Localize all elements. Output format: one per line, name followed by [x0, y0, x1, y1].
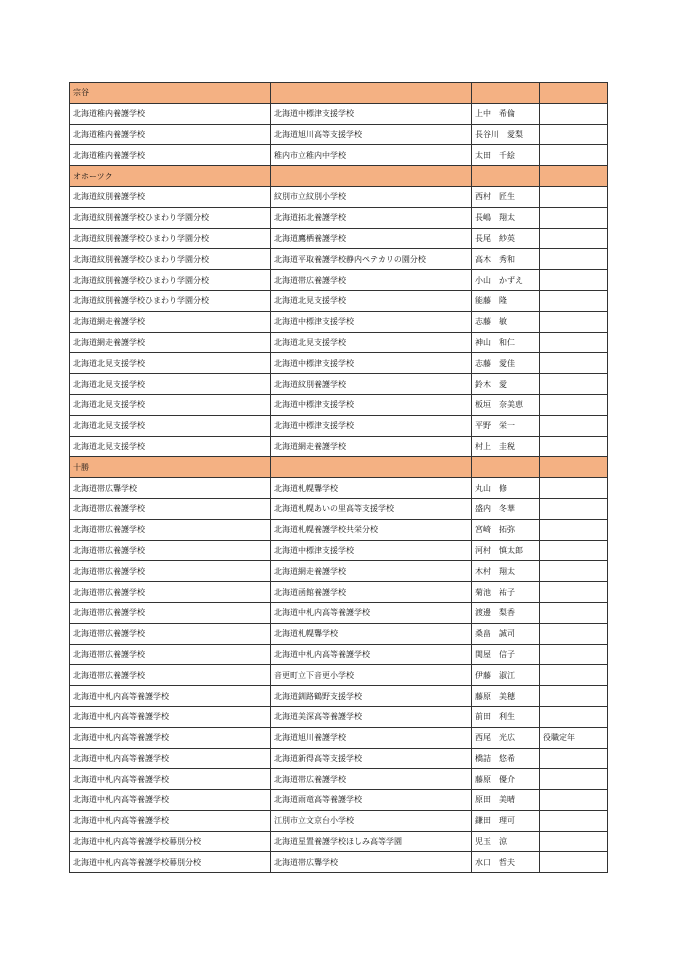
name-cell: 上中 希倫 [472, 103, 540, 124]
name-cell: 西村 匠生 [472, 186, 540, 207]
table-row [70, 519, 608, 540]
new-school-cell: 北海道新得高等支援学校 [271, 748, 472, 769]
new-school-cell: 北海道鷹栖養護学校 [271, 228, 472, 249]
table-row [70, 644, 608, 665]
name-cell: 志藤 愛佳 [472, 353, 540, 374]
new-school-cell: 江別市立文京台小学校 [271, 810, 472, 831]
current-school-cell: 北海道紋別養護学校ひまわり学園分校 [70, 228, 271, 249]
new-school-cell: 北海道紋別養護学校 [271, 374, 472, 395]
note-cell: 役職定年 [540, 727, 608, 748]
table-row [70, 270, 608, 291]
current-school-cell: 北海道中札内高等養護学校 [70, 810, 271, 831]
current-school-cell: 北海道稚内養護学校 [70, 145, 271, 166]
note-cell [540, 311, 608, 332]
note-cell [540, 478, 608, 499]
current-school-cell: 北海道北見支援学校 [70, 374, 271, 395]
table-row [70, 436, 608, 457]
region-label: 十勝 [70, 457, 271, 478]
name-cell: 平野 栄一 [472, 415, 540, 436]
name-cell: 丸山 修 [472, 478, 540, 499]
current-school-cell: 北海道帯広聾学校 [70, 478, 271, 499]
current-school-cell: 北海道稚内養護学校 [70, 124, 271, 145]
new-school-cell: 北海道釧路鶴野支援学校 [271, 686, 472, 707]
name-cell: 原田 美晴 [472, 790, 540, 811]
name-cell: 鈴木 愛 [472, 374, 540, 395]
new-school-cell: 北海道旭川高等支援学校 [271, 124, 472, 145]
note-cell [540, 249, 608, 270]
table-row [70, 810, 608, 831]
name-cell: 盛内 冬華 [472, 498, 540, 519]
note-cell [540, 207, 608, 228]
name-cell: 藤原 美穂 [472, 686, 540, 707]
note-cell [540, 644, 608, 665]
name-cell: 河村 慎太郎 [472, 540, 540, 561]
note-cell [540, 686, 608, 707]
current-school-cell: 北海道中札内高等養護学校 [70, 727, 271, 748]
note-cell [540, 790, 608, 811]
note-cell [540, 582, 608, 603]
note-cell [540, 145, 608, 166]
new-school-cell: 北海道中標津支援学校 [271, 394, 472, 415]
note-cell [540, 602, 608, 623]
table-row [70, 582, 608, 603]
region-header-row [70, 83, 608, 104]
table-row [70, 852, 608, 873]
current-school-cell: 北海道帯広養護学校 [70, 498, 271, 519]
current-school-cell: 北海道中札内高等養護学校 [70, 706, 271, 727]
region-blank-cell [472, 457, 540, 478]
note-cell [540, 186, 608, 207]
new-school-cell: 北海道帯広養護学校 [271, 769, 472, 790]
table-row [70, 686, 608, 707]
table-row [70, 145, 608, 166]
name-cell: 西尾 光広 [472, 727, 540, 748]
new-school-cell: 北海道旭川養護学校 [271, 727, 472, 748]
table-row [70, 561, 608, 582]
current-school-cell: 北海道帯広養護学校 [70, 519, 271, 540]
note-cell [540, 498, 608, 519]
new-school-cell: 北海道北見支援学校 [271, 332, 472, 353]
current-school-cell: 北海道中札内高等養護学校 [70, 748, 271, 769]
current-school-cell: 北海道北見支援学校 [70, 436, 271, 457]
region-blank-cell [540, 166, 608, 187]
table-row [70, 228, 608, 249]
name-cell: 志藤 敏 [472, 311, 540, 332]
name-cell: 菊池 祐子 [472, 582, 540, 603]
note-cell [540, 810, 608, 831]
name-cell: 板垣 奈美恵 [472, 394, 540, 415]
table-row [70, 748, 608, 769]
table-row [70, 602, 608, 623]
new-school-cell: 北海道網走養護学校 [271, 436, 472, 457]
table-row [70, 394, 608, 415]
note-cell [540, 748, 608, 769]
current-school-cell: 北海道中札内高等養護学校幕別分校 [70, 852, 271, 873]
current-school-cell: 北海道中札内高等養護学校幕別分校 [70, 831, 271, 852]
note-cell [540, 290, 608, 311]
current-school-cell: 北海道紋別養護学校ひまわり学園分校 [70, 207, 271, 228]
name-cell: 水口 哲夫 [472, 852, 540, 873]
name-cell: 関屋 信子 [472, 644, 540, 665]
name-cell: 前田 利生 [472, 706, 540, 727]
current-school-cell: 北海道網走養護学校 [70, 311, 271, 332]
region-label: オホーツク [70, 166, 271, 187]
name-cell: 橋詰 悠希 [472, 748, 540, 769]
name-cell: 桑畠 誠司 [472, 623, 540, 644]
table-row [70, 249, 608, 270]
current-school-cell: 北海道帯広養護学校 [70, 665, 271, 686]
new-school-cell: 北海道中標津支援学校 [271, 353, 472, 374]
table-row [70, 665, 608, 686]
table-row [70, 790, 608, 811]
personnel-table [69, 82, 608, 873]
name-cell: 能藤 隆 [472, 290, 540, 311]
note-cell [540, 394, 608, 415]
new-school-cell: 北海道帯広養護学校 [271, 270, 472, 291]
table-row [70, 415, 608, 436]
note-cell [540, 665, 608, 686]
current-school-cell: 北海道中札内高等養護学校 [70, 790, 271, 811]
current-school-cell: 北海道帯広養護学校 [70, 644, 271, 665]
note-cell [540, 769, 608, 790]
current-school-cell: 北海道北見支援学校 [70, 415, 271, 436]
table-row [70, 124, 608, 145]
region-blank-cell [540, 83, 608, 104]
table-row [70, 290, 608, 311]
new-school-cell: 北海道雨竜高等養護学校 [271, 790, 472, 811]
name-cell: 木村 翔太 [472, 561, 540, 582]
table-row [70, 374, 608, 395]
new-school-cell: 北海道中標津支援学校 [271, 540, 472, 561]
table-row [70, 311, 608, 332]
current-school-cell: 北海道紋別養護学校ひまわり学園分校 [70, 290, 271, 311]
current-school-cell: 北海道稚内養護学校 [70, 103, 271, 124]
table-row [70, 831, 608, 852]
note-cell [540, 436, 608, 457]
name-cell: 神山 和仁 [472, 332, 540, 353]
new-school-cell: 北海道中標津支援学校 [271, 311, 472, 332]
new-school-cell: 北海道札幌養護学校共栄分校 [271, 519, 472, 540]
new-school-cell: 北海道網走養護学校 [271, 561, 472, 582]
current-school-cell: 北海道帯広養護学校 [70, 561, 271, 582]
current-school-cell: 北海道北見支援学校 [70, 353, 271, 374]
name-cell: 児玉 涼 [472, 831, 540, 852]
current-school-cell: 北海道中札内高等養護学校 [70, 686, 271, 707]
name-cell: 小山 かずえ [472, 270, 540, 291]
table-row [70, 623, 608, 644]
note-cell [540, 519, 608, 540]
name-cell: 長谷川 愛梨 [472, 124, 540, 145]
new-school-cell: 稚内市立稚内中学校 [271, 145, 472, 166]
current-school-cell: 北海道帯広養護学校 [70, 602, 271, 623]
region-header-row [70, 166, 608, 187]
new-school-cell: 北海道函館養護学校 [271, 582, 472, 603]
note-cell [540, 623, 608, 644]
table-row [70, 727, 608, 748]
new-school-cell: 北海道平取養護学校静内ペテカリの園分校 [271, 249, 472, 270]
note-cell [540, 706, 608, 727]
table-row [70, 207, 608, 228]
current-school-cell: 北海道網走養護学校 [70, 332, 271, 353]
note-cell [540, 540, 608, 561]
current-school-cell: 北海道北見支援学校 [70, 394, 271, 415]
new-school-cell: 北海道星置養護学校ほしみ高等学園 [271, 831, 472, 852]
new-school-cell: 北海道札幌聾学校 [271, 478, 472, 499]
region-blank-cell [540, 457, 608, 478]
region-blank-cell [271, 166, 472, 187]
table-row [70, 186, 608, 207]
new-school-cell: 北海道中標津支援学校 [271, 103, 472, 124]
table-row [70, 353, 608, 374]
table-row [70, 540, 608, 561]
table-row [70, 478, 608, 499]
note-cell [540, 270, 608, 291]
table-row [70, 769, 608, 790]
current-school-cell: 北海道帯広養護学校 [70, 623, 271, 644]
region-label: 宗谷 [70, 83, 271, 104]
note-cell [540, 561, 608, 582]
name-cell: 太田 千絵 [472, 145, 540, 166]
region-blank-cell [472, 83, 540, 104]
table-row [70, 103, 608, 124]
note-cell [540, 103, 608, 124]
name-cell: 高木 秀和 [472, 249, 540, 270]
region-header-row [70, 457, 608, 478]
name-cell: 長嶋 翔太 [472, 207, 540, 228]
name-cell: 鎌田 理可 [472, 810, 540, 831]
current-school-cell: 北海道帯広養護学校 [70, 540, 271, 561]
new-school-cell: 北海道中札内高等養護学校 [271, 602, 472, 623]
current-school-cell: 北海道中札内高等養護学校 [70, 769, 271, 790]
current-school-cell: 北海道紋別養護学校ひまわり学園分校 [70, 249, 271, 270]
new-school-cell: 音更町立下音更小学校 [271, 665, 472, 686]
current-school-cell: 北海道帯広養護学校 [70, 582, 271, 603]
new-school-cell: 北海道札幌あいの里高等支援学校 [271, 498, 472, 519]
note-cell [540, 228, 608, 249]
name-cell: 藤原 優介 [472, 769, 540, 790]
note-cell [540, 415, 608, 436]
new-school-cell: 北海道帯広聾学校 [271, 852, 472, 873]
new-school-cell: 北海道美深高等養護学校 [271, 706, 472, 727]
name-cell: 長尾 紗英 [472, 228, 540, 249]
new-school-cell: 北海道中札内高等養護学校 [271, 644, 472, 665]
current-school-cell: 北海道紋別養護学校 [70, 186, 271, 207]
note-cell [540, 831, 608, 852]
table-row [70, 498, 608, 519]
new-school-cell: 北海道拓北養護学校 [271, 207, 472, 228]
note-cell [540, 124, 608, 145]
region-blank-cell [271, 83, 472, 104]
table-row [70, 706, 608, 727]
table-row [70, 332, 608, 353]
name-cell: 宮崎 拓弥 [472, 519, 540, 540]
note-cell [540, 374, 608, 395]
note-cell [540, 353, 608, 374]
name-cell: 渡邊 梨香 [472, 602, 540, 623]
current-school-cell: 北海道紋別養護学校ひまわり学園分校 [70, 270, 271, 291]
note-cell [540, 332, 608, 353]
name-cell: 伊藤 淑江 [472, 665, 540, 686]
region-blank-cell [271, 457, 472, 478]
region-blank-cell [472, 166, 540, 187]
new-school-cell: 北海道北見支援学校 [271, 290, 472, 311]
note-cell [540, 852, 608, 873]
new-school-cell: 紋別市立紋別小学校 [271, 186, 472, 207]
new-school-cell: 北海道札幌聾学校 [271, 623, 472, 644]
new-school-cell: 北海道中標津支援学校 [271, 415, 472, 436]
name-cell: 村上 圭税 [472, 436, 540, 457]
